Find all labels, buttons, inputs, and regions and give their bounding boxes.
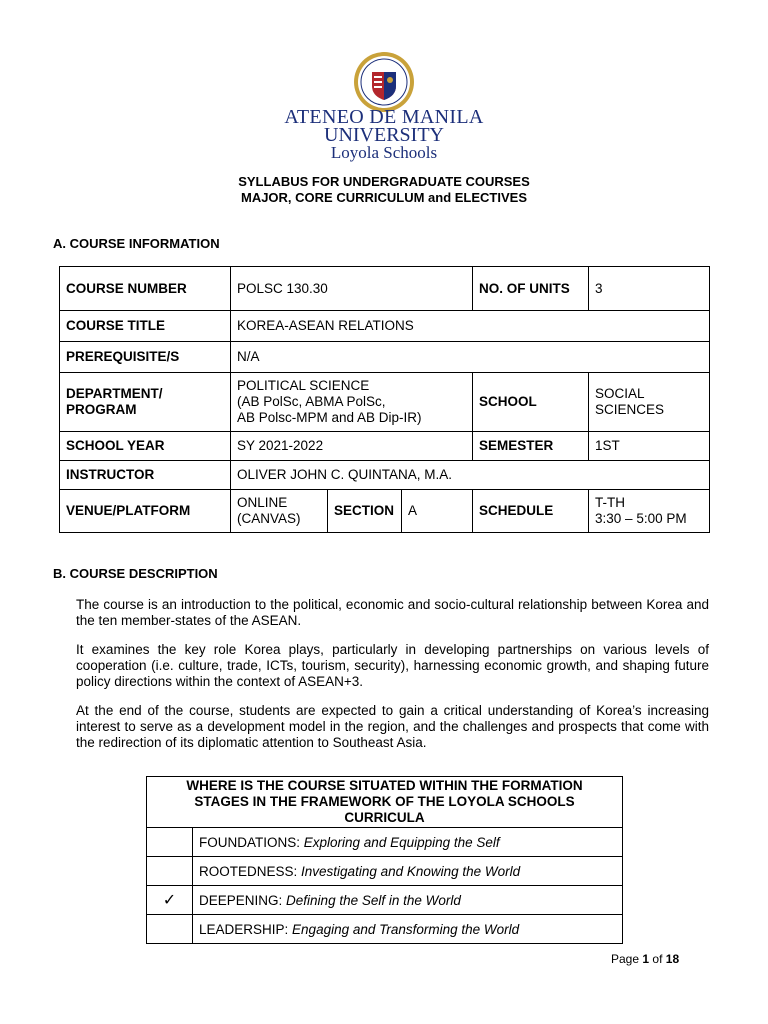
schedule-value (589, 490, 710, 533)
schedule-label: SCHEDULE (473, 490, 589, 533)
table-row (147, 828, 623, 857)
stage-label (193, 915, 623, 944)
prerequisite-label: PREREQUISITE/S (60, 342, 231, 373)
page-number (611, 952, 679, 966)
stage-description: Exploring and Equipping the Self (303, 834, 500, 850)
course-number-value: POLSC 130.30 (231, 267, 473, 311)
venue-label: VENUE/PLATFORM (60, 490, 231, 533)
department-value (231, 373, 473, 432)
section-a-title: A. COURSE INFORMATION (53, 236, 220, 251)
course-title-label: COURSE TITLE (60, 311, 231, 342)
department-line: POLITICAL SCIENCE (237, 378, 370, 393)
stages-title: WHERE IS THE COURSE SITUATED WITHIN THE FORMATION STAGES IN THE FRAMEWORK OF THE LOYOLA SCHOOLS CURRICULA (147, 777, 623, 828)
stage-check-cell (147, 886, 193, 915)
schedule-line: 3:30 – 5:00 PM (595, 511, 687, 526)
prerequisite-value: N/A (231, 342, 710, 373)
school-line: SCIENCES (595, 402, 665, 417)
instructor-label: INSTRUCTOR (60, 461, 231, 490)
page-current: 1 (642, 952, 650, 966)
stage-name: LEADERSHIP: (199, 921, 289, 937)
department-line: AB Polsc-MPM and AB Dip-IR) (237, 410, 422, 425)
section-label: SECTION (328, 490, 402, 533)
semester-label: SEMESTER (473, 432, 589, 461)
university-name: ATENEO DE MANILA (284, 106, 484, 128)
stage-description: Engaging and Transforming the World (292, 921, 520, 937)
school-year-label: SCHOOL YEAR (60, 432, 231, 461)
description-paragraph: It examines the key role Korea plays, particularly in developing partnerships on various levels of cooperation (i.e. culture, trade, ICTs, tourism, security), harnessing economic growth, and shaping future policy directions within the context of ASEAN+3. (76, 642, 709, 689)
venue-line: ONLINE (237, 495, 288, 510)
school-year-value: SY 2021-2022 (231, 432, 473, 461)
venue-value (231, 490, 328, 533)
description-paragraph: At the end of the course, students are expected to gain a critical understanding of Korea’s increasing interest to serve as a development model in the region, and the challenges and prospects that come with the redirection of its diplomatic attention to Southeast Asia. (76, 703, 709, 750)
stage-name: ROOTEDNESS: (199, 863, 298, 879)
section-value: A (402, 490, 473, 533)
page-word: Page (611, 952, 640, 966)
stage-description: Investigating and Knowing the World (301, 863, 521, 879)
table-row (147, 857, 623, 886)
school-name: Loyola Schools (330, 143, 438, 162)
department-label: DEPARTMENT/ PROGRAM (60, 373, 231, 432)
university-name-line2: UNIVERSITY (324, 124, 444, 146)
venue-line: (CANVAS) (237, 511, 301, 526)
table-row (147, 777, 623, 828)
school-line: SOCIAL (595, 386, 645, 401)
table-row (60, 490, 710, 533)
university-seal-icon (352, 50, 416, 114)
department-line: (AB PolSc, ABMA PolSc, (237, 394, 386, 409)
instructor-value: OLIVER JOHN C. QUINTANA, M.A. (231, 461, 710, 490)
section-b-title: B. COURSE DESCRIPTION (53, 566, 218, 581)
school-value (589, 373, 710, 432)
stage-label (193, 886, 623, 915)
course-info-table (59, 266, 710, 533)
stage-label (193, 828, 623, 857)
table-row (60, 432, 710, 461)
units-value: 3 (589, 267, 710, 311)
stage-check-cell (147, 857, 193, 886)
table-row (147, 886, 623, 915)
stage-check-cell (147, 828, 193, 857)
page-total: 18 (665, 952, 680, 966)
stage-description: Defining the Self in the World (286, 892, 461, 908)
stage-name: FOUNDATIONS: (199, 834, 300, 850)
table-row (60, 267, 710, 311)
school-label: SCHOOL (473, 373, 589, 432)
semester-value: 1ST (589, 432, 710, 461)
stage-name: DEEPENING: (199, 892, 283, 908)
units-label: NO. OF UNITS (473, 267, 589, 311)
table-row (147, 915, 623, 944)
stage-label (193, 857, 623, 886)
table-row (60, 311, 710, 342)
formation-stages-table (146, 776, 623, 944)
of-word: of (652, 952, 663, 966)
table-row (60, 373, 710, 432)
table-row (60, 461, 710, 490)
course-title-value: KOREA-ASEAN RELATIONS (231, 311, 710, 342)
check-mark-icon: ✓ (162, 892, 177, 909)
schedule-line: T-TH (595, 495, 626, 510)
description-paragraph: The course is an introduction to the political, economic and socio-cultural relationship between Korea and the ten member-states of the ASEAN. (76, 597, 709, 628)
course-number-label: COURSE NUMBER (60, 267, 231, 311)
syllabus-title: SYLLABUS FOR UNDERGRADUATE COURSES (238, 174, 530, 189)
stage-check-cell (147, 915, 193, 944)
syllabus-subtitle: MAJOR, CORE CURRICULUM and ELECTIVES (240, 190, 527, 205)
table-row (60, 342, 710, 373)
